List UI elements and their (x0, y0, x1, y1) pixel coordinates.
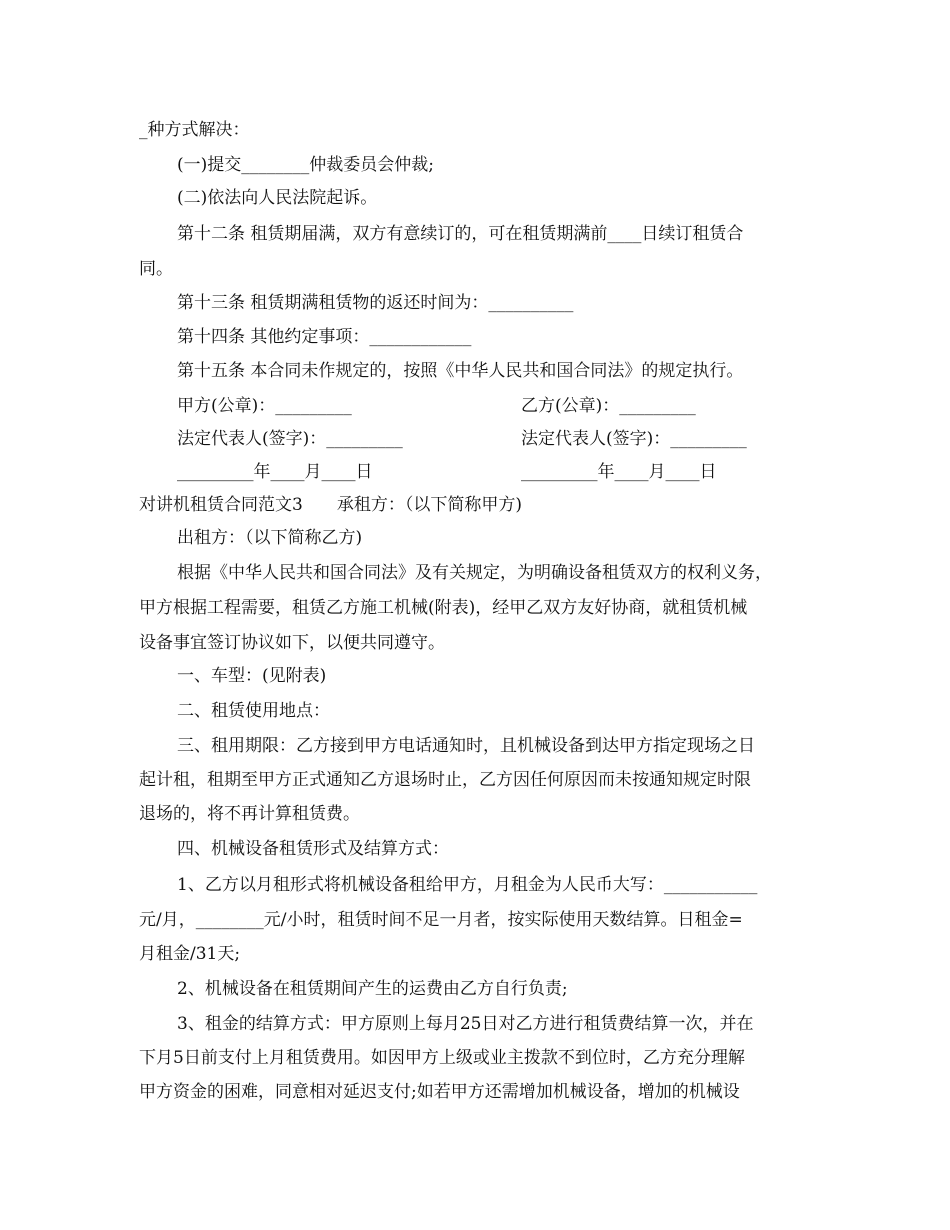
text-line: _种方式解决： (139, 120, 250, 140)
text-line: 下月5日前支付上月租赁费用。如因甲方上级或业主拨款不到位时，乙方充分理解 (139, 1048, 745, 1068)
section-heading: 对讲机租赁合同范文3 承租方：（以下简称甲方) (139, 495, 522, 515)
text-line: 设备事宜签订协议如下，以便共同遵守。 (139, 633, 445, 653)
text-line: 第十三条 租赁期满租赁物的返还时间为：__________ (177, 293, 574, 313)
signature-date-b: _________年____月____日 (521, 462, 717, 482)
text-line: 第十五条 本合同未作规定的，按照《中华人民共和国合同法》的规定执行。 (177, 361, 744, 381)
text-line: (一)提交________仲裁委员会仲裁; (177, 155, 434, 175)
text-line: 二、租赁使用地点： (177, 701, 330, 721)
text-line: 甲方根据工程需要，租赁乙方施工机械(附表)，经甲乙双方友好协商，就租赁机械 (139, 598, 748, 618)
text-line: 退场的，将不再计算租赁费。 (139, 804, 360, 824)
text-line: 起计租，租期至甲方正式通知乙方退场时止，乙方因任何原因而未按通知规定时限 (139, 770, 751, 790)
text-line: 第十二条 租赁期届满，双方有意续订的，可在租赁期满前____日续订租赁合 (177, 224, 744, 244)
signature-party-a: 甲方(公章)：_________ (177, 396, 352, 416)
text-line: 三、租用期限：乙方接到甲方电话通知时，且机械设备到达甲方指定现场之日 (177, 736, 755, 756)
text-line: 1、乙方以月租形式将机械设备租给甲方，月租金为人民币大写：___________ (177, 875, 758, 895)
text-line: 出租方：（以下简称乙方) (177, 528, 363, 548)
text-line: 2、机械设备在租赁期间产生的运费由乙方自行负责; (177, 979, 568, 999)
text-line: 根据《中华人民共和国合同法》及有关规定，为明确设备租赁双方的权利义务， (177, 563, 772, 583)
text-line: 一、车型：(见附表) (177, 666, 327, 686)
signature-rep-b: 法定代表人(签字)：_________ (521, 429, 747, 449)
text-line: 同。 (139, 259, 173, 279)
text-line: 第十四条 其他约定事项：____________ (177, 327, 472, 347)
text-line: 四、机械设备租赁形式及结算方式： (177, 839, 449, 859)
text-line: 3、租金的结算方式：甲方原则上每月25日对乙方进行租赁费结算一次，并在 (177, 1014, 754, 1034)
text-line: (二)依法向人民法院起诉。 (177, 188, 378, 208)
signature-rep-a: 法定代表人(签字)：_________ (177, 429, 403, 449)
text-line: 元/月，________元/小时，租赁时间不足一月者，按实际使用天数结算。日租金= (139, 910, 743, 930)
signature-party-b: 乙方(公章)：_________ (521, 396, 696, 416)
text-line: 甲方资金的困难，同意相对延迟支付;如若甲方还需增加机械设备，增加的机械设 (139, 1082, 740, 1102)
signature-date-a: _________年____月____日 (177, 462, 373, 482)
text-line: 月租金/31天; (139, 944, 241, 964)
